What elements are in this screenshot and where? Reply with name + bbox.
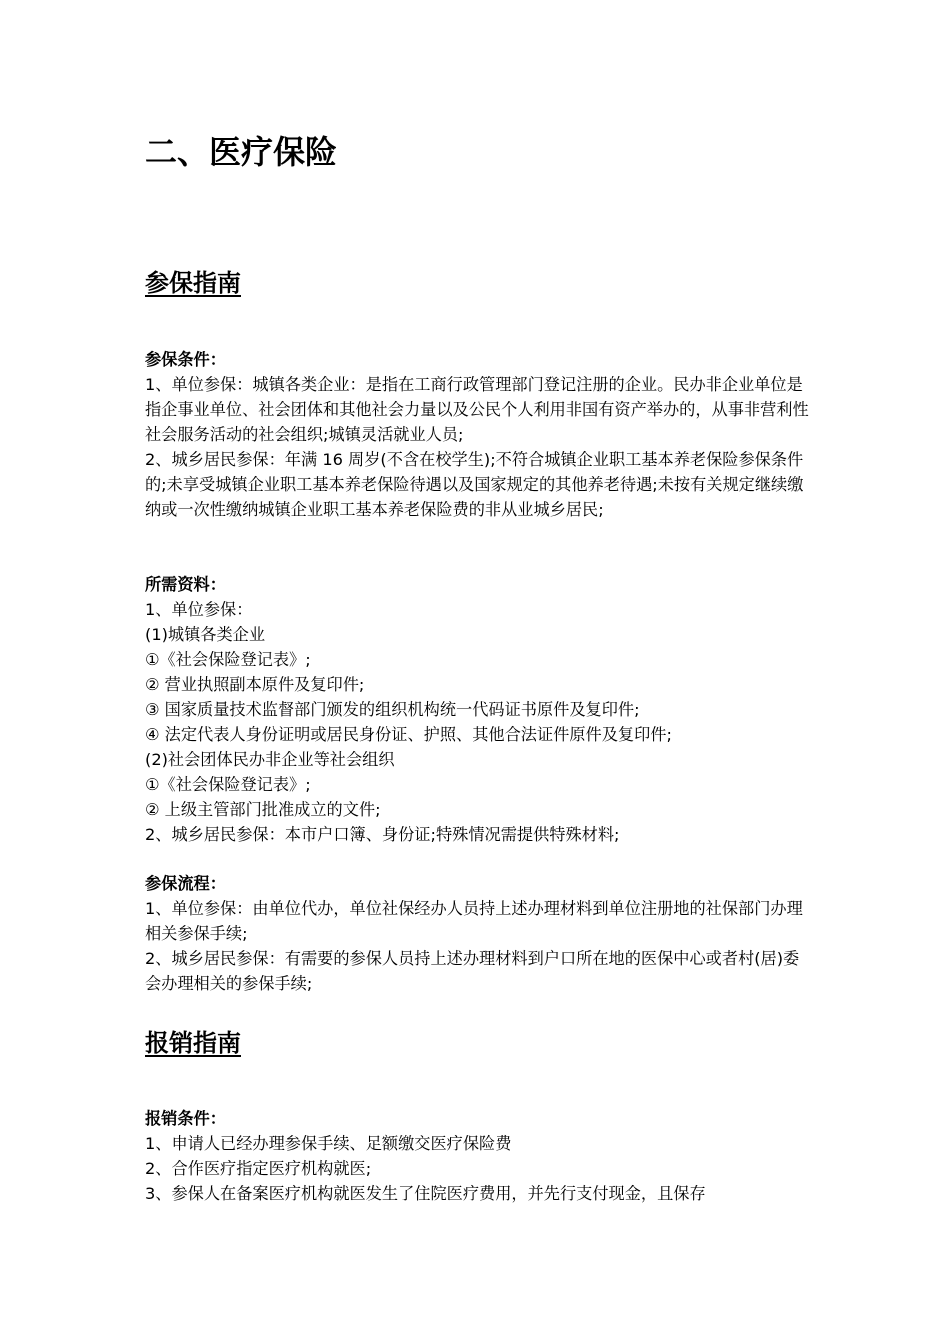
materials-line: ② 营业执照副本原件及复印件;	[145, 675, 365, 694]
document-title: 二、医疗保险	[145, 133, 338, 171]
materials-line: (2)社会团体民办非企业等社会组织	[145, 750, 395, 769]
materials-line: ② 上级主管部门批准成立的文件;	[145, 800, 381, 819]
materials-line: 1、单位参保：	[145, 600, 253, 619]
enrollment-process-resident: 2、城乡居民参保：有需要的参保人员持上述办理材料到户口所在地的医保中心或者村(居)委会办理相关的参保手续;	[145, 949, 800, 993]
materials-line: ④ 法定代表人身份证明或居民身份证、护照、其他合法证件原件及复印件;	[145, 725, 672, 744]
enrollment-conditions-label: 参保条件：	[145, 350, 226, 369]
reimbursement-line: 1、申请人已经办理参保手续、足额缴交医疗保险费	[145, 1134, 512, 1153]
section-heading-enrollment-guide: 参保指南	[145, 269, 241, 297]
materials-line: 2、城乡居民参保：本市户口簿、身份证;特殊情况需提供特殊材料;	[145, 825, 620, 844]
materials-line: ①《社会保险登记表》;	[145, 775, 311, 794]
enrollment-process-block	[145, 871, 810, 996]
materials-line: (1)城镇各类企业	[145, 625, 266, 644]
enrollment-process-label: 参保流程：	[145, 874, 226, 893]
reimbursement-conditions-block	[145, 1106, 810, 1206]
required-materials-label: 所需资料：	[145, 575, 226, 594]
materials-line: ①《社会保险登记表》;	[145, 650, 311, 669]
enrollment-conditions-resident: 2、城乡居民参保：年满 16 周岁(不含在校学生);不符合城镇企业职工基本养老保险参保条件的;未享受城镇企业职工基本养老保险待遇以及国家规定的其他养老待遇;未按有关规定继续缴纳或一次性缴纳城镇企业职工基本养老保险费的非从业城乡居民;	[145, 450, 804, 519]
enrollment-conditions-unit: 1、单位参保：城镇各类企业：是指在工商行政管理部门登记注册的企业。民办非企业单位是指企事业单位、社会团体和其他社会力量以及公民个人利用非国有资产举办的，从事非营利性社会服务活动的社会组织;城镇灵活就业人员;	[145, 375, 809, 444]
required-materials-block	[145, 572, 810, 847]
reimbursement-line: 3、参保人在备案医疗机构就医发生了住院医疗费用，并先行支付现金，且保存	[145, 1184, 706, 1203]
section-heading-reimbursement-guide: 报销指南	[145, 1029, 241, 1057]
reimbursement-conditions-label: 报销条件：	[145, 1109, 226, 1128]
enrollment-process-unit: 1、单位参保：由单位代办，单位社保经办人员持上述办理材料到单位注册地的社保部门办理相关参保手续;	[145, 899, 803, 943]
enrollment-conditions-block	[145, 347, 810, 522]
materials-line: ③ 国家质量技术监督部门颁发的组织机构统一代码证书原件及复印件;	[145, 700, 640, 719]
reimbursement-line: 2、合作医疗指定医疗机构就医;	[145, 1159, 372, 1178]
